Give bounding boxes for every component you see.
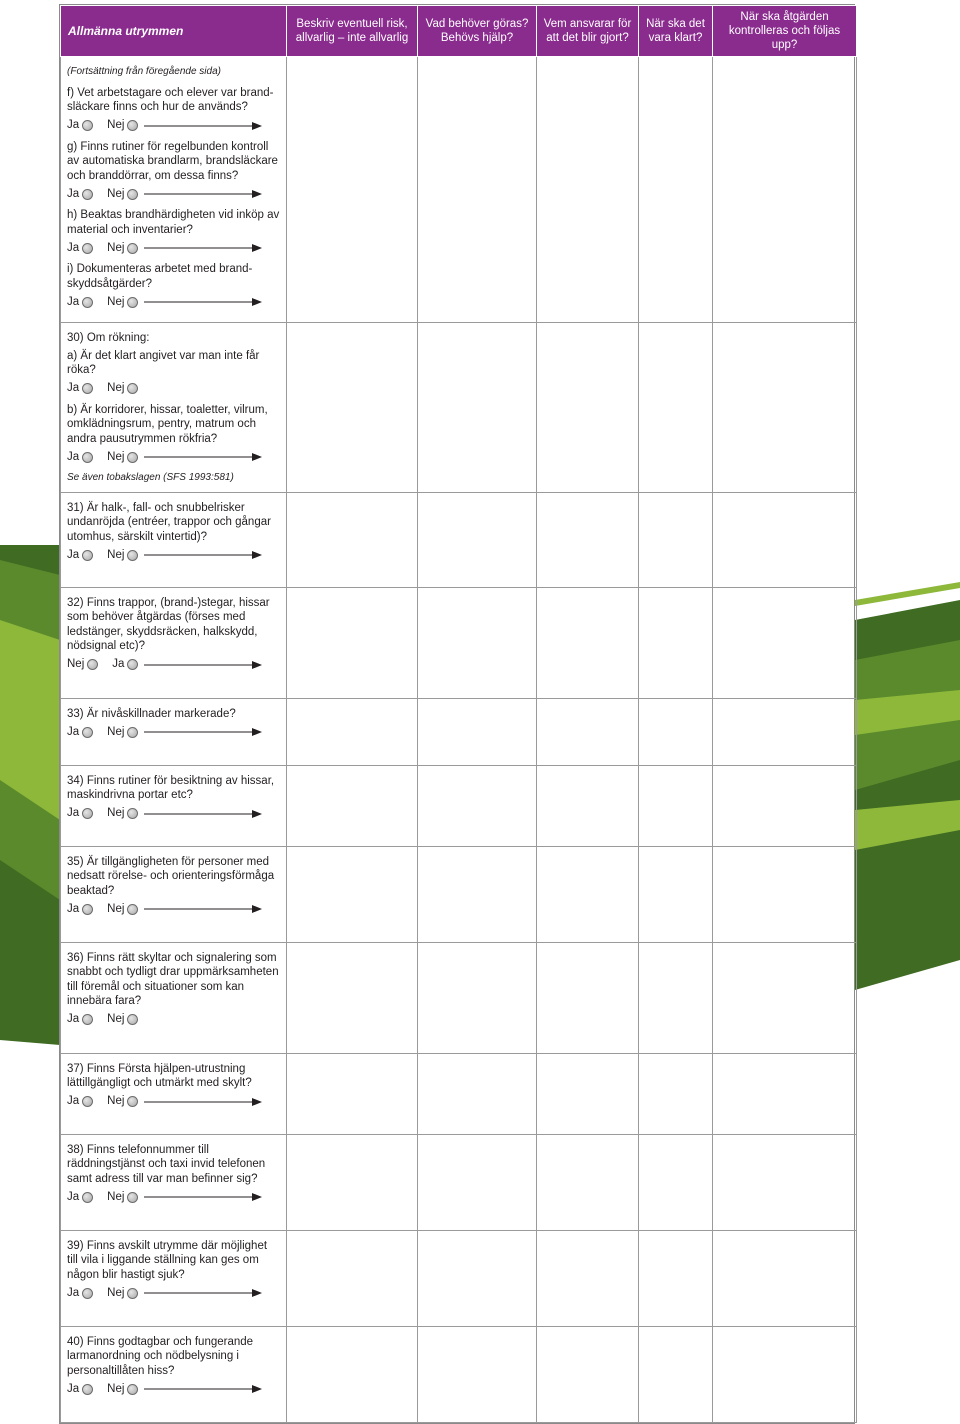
deadline-cell[interactable] xyxy=(639,1326,713,1422)
responsible-cell[interactable] xyxy=(537,846,639,942)
risk-cell[interactable] xyxy=(287,698,418,765)
arrow-right-icon xyxy=(144,1289,262,1297)
no-radio[interactable] xyxy=(127,120,138,131)
yes-label: Ja xyxy=(67,1190,80,1203)
responsible-cell[interactable] xyxy=(537,587,639,698)
question-text: b) Är korridorer, hissar, toaletter, vilrum, omklädningsrum, pentry, matrum och andra pausutrymmen rökfria? xyxy=(67,403,268,445)
no-label: Nej xyxy=(107,187,125,200)
responsible-cell[interactable] xyxy=(537,942,639,1053)
followup-cell[interactable] xyxy=(713,1326,857,1422)
arrow-right-icon xyxy=(144,661,262,669)
question-text: 40) Finns godtagbar och fungerande larmanordning och nödbelysning i personaltillåten hiss? xyxy=(67,1335,254,1377)
table-row xyxy=(61,698,857,765)
table-row xyxy=(61,1053,857,1134)
risk-cell[interactable] xyxy=(287,57,418,323)
arrow-right-icon xyxy=(144,298,262,306)
yes-radio[interactable] xyxy=(82,383,93,394)
responsible-cell[interactable] xyxy=(537,57,639,323)
arrow-right-icon xyxy=(144,244,262,252)
table-row xyxy=(61,846,857,942)
question-text: 34) Finns rutiner för besiktning av hissar, maskindrivna portar etc? xyxy=(67,774,275,801)
no-label: Nej xyxy=(107,119,125,132)
followup-cell[interactable] xyxy=(713,492,857,587)
deadline-cell[interactable] xyxy=(639,1230,713,1326)
question-text: 35) Är tillgängligheten för personer med nedsatt rörelse- och orienteringsförmåga beaktad? xyxy=(67,855,275,897)
followup-cell[interactable] xyxy=(713,846,857,942)
table-row xyxy=(61,587,857,698)
responsible-cell[interactable] xyxy=(537,323,639,493)
no-label: Nej xyxy=(107,807,125,820)
arrow-right-icon xyxy=(144,1385,262,1393)
question-cell xyxy=(61,587,287,698)
yes-label: Ja xyxy=(67,807,80,820)
no-radio[interactable] xyxy=(127,550,138,561)
no-radio[interactable] xyxy=(127,1384,138,1395)
yes-radio[interactable] xyxy=(82,904,93,915)
question-text: 32) Finns trappor, (brand-)stegar, hissar som behöver åtgärdas (förses med ledstänger, skyddsräcken, halkskydd, nödsignal etc)? xyxy=(67,596,270,652)
arrow-right-icon xyxy=(144,1193,262,1201)
risk-cell[interactable] xyxy=(287,492,418,587)
answer-row xyxy=(67,1012,280,1028)
law-reference-note: Se även tobakslagen (SFS 1993:581) xyxy=(67,472,234,483)
question-cell xyxy=(61,846,287,942)
no-label: Nej xyxy=(107,1382,125,1395)
action-cell[interactable] xyxy=(418,1134,537,1230)
deadline-cell[interactable] xyxy=(639,1134,713,1230)
yes-radio[interactable] xyxy=(82,452,93,463)
question-text: i) Dokumenteras arbetet med brandskyddsåtgärder? xyxy=(67,263,253,290)
question-cell xyxy=(61,1053,287,1134)
deadline-cell[interactable] xyxy=(639,323,713,493)
no-label: Nej xyxy=(107,548,125,561)
followup-cell[interactable] xyxy=(713,1230,857,1326)
arrow-right-icon xyxy=(144,122,262,130)
responsible-cell[interactable] xyxy=(537,1326,639,1422)
risk-cell[interactable] xyxy=(287,1134,418,1230)
risk-cell[interactable] xyxy=(287,587,418,698)
header-action: Vad behöver göras? Behövs hjälp? xyxy=(418,6,537,57)
yes-label: Ja xyxy=(67,187,80,200)
arrow-right-icon xyxy=(144,453,262,461)
question-cell xyxy=(61,942,287,1053)
action-cell[interactable] xyxy=(418,1230,537,1326)
answer-row xyxy=(67,381,280,397)
yes-radio[interactable] xyxy=(82,1192,93,1203)
yes-radio[interactable] xyxy=(82,1014,93,1025)
no-radio[interactable] xyxy=(127,808,138,819)
deadline-cell[interactable] xyxy=(639,942,713,1053)
question-cell xyxy=(61,698,287,765)
followup-cell[interactable] xyxy=(713,1134,857,1230)
header-followup: När ska åtgärden kontrolleras och följas upp? xyxy=(713,6,857,57)
table-row xyxy=(61,942,857,1053)
table-row xyxy=(61,57,857,323)
action-cell[interactable] xyxy=(418,846,537,942)
no-radio[interactable] xyxy=(127,189,138,200)
yes-label: Ja xyxy=(67,1382,80,1395)
yes-label: Ja xyxy=(67,1095,80,1108)
deadline-cell[interactable] xyxy=(639,492,713,587)
action-cell[interactable] xyxy=(418,492,537,587)
header-deadline: När ska det vara klart? xyxy=(639,6,713,57)
table-row xyxy=(61,1134,857,1230)
no-radio[interactable] xyxy=(127,1288,138,1299)
yes-radio[interactable] xyxy=(82,550,93,561)
no-label: Nej xyxy=(107,382,125,395)
no-radio[interactable] xyxy=(127,904,138,915)
question-cell xyxy=(61,765,287,846)
question-title: 30) Om rökning: xyxy=(67,332,150,344)
followup-cell[interactable] xyxy=(713,1053,857,1134)
answer-row xyxy=(67,1189,280,1205)
table-row xyxy=(61,323,857,493)
risk-cell[interactable] xyxy=(287,1230,418,1326)
no-radio[interactable] xyxy=(127,452,138,463)
question-text: h) Beaktas brandhärdigheten vid inköp av material och inventarier? xyxy=(67,209,280,236)
no-label: Nej xyxy=(107,1013,125,1026)
yes-radio[interactable] xyxy=(127,659,138,670)
table-row xyxy=(61,765,857,846)
arrow-right-icon xyxy=(144,1098,262,1106)
yes-radio[interactable] xyxy=(82,189,93,200)
question-text: g) Finns rutiner för regelbunden kontroll av automatiska brandlarm, brandsläckare och branddörrar, om dessa finns? xyxy=(67,140,278,182)
no-radio[interactable] xyxy=(127,383,138,394)
checklist-form xyxy=(59,4,855,1424)
question-cell xyxy=(61,1230,287,1326)
answer-row xyxy=(67,901,280,917)
question-text: 38) Finns telefonnummer till räddningstjänst och taxi invid telefonen samt adress till var man befinner sig? xyxy=(67,1143,266,1185)
no-label: Nej xyxy=(107,902,125,915)
yes-radio[interactable] xyxy=(82,120,93,131)
yes-label: Ja xyxy=(67,119,80,132)
followup-cell[interactable] xyxy=(713,57,857,323)
yes-label: Ja xyxy=(67,450,80,463)
answer-row xyxy=(67,1381,280,1397)
risk-cell[interactable] xyxy=(287,1326,418,1422)
action-cell[interactable] xyxy=(418,698,537,765)
no-label: Nej xyxy=(107,1095,125,1108)
question-cell xyxy=(61,1326,287,1422)
deadline-cell[interactable] xyxy=(639,57,713,323)
responsible-cell[interactable] xyxy=(537,698,639,765)
action-cell[interactable] xyxy=(418,1053,537,1134)
answer-row xyxy=(67,1094,280,1110)
yes-label: Ja xyxy=(67,295,80,308)
deadline-cell[interactable] xyxy=(639,1053,713,1134)
arrow-right-icon xyxy=(144,551,262,559)
header-risk: Beskriv eventuell risk, allvarlig – inte allvarlig xyxy=(287,6,418,57)
yes-label: Ja xyxy=(67,382,80,395)
table-row xyxy=(61,492,857,587)
question-cell xyxy=(61,323,287,493)
question-text: a) Är det klart angivet var man inte får röka? xyxy=(67,349,260,376)
no-label: Nej xyxy=(67,658,85,671)
answer-row xyxy=(67,1285,280,1301)
answer-row xyxy=(67,724,280,740)
arrow-right-icon xyxy=(144,905,262,913)
question-text: 36) Finns rätt skyltar och signalering som snabbt och tydligt drar uppmärksamheten till föremål och situationer som kan innebära fara? xyxy=(67,951,279,1007)
deadline-cell[interactable] xyxy=(639,587,713,698)
no-label: Nej xyxy=(107,1286,125,1299)
question-text: 33) Är nivåskillnader markerade? xyxy=(67,707,236,720)
risk-cell[interactable] xyxy=(287,323,418,493)
answer-row xyxy=(67,449,280,465)
yes-label: Ja xyxy=(67,548,80,561)
no-radio[interactable] xyxy=(127,1192,138,1203)
followup-cell[interactable] xyxy=(713,698,857,765)
responsible-cell[interactable] xyxy=(537,1053,639,1134)
no-label: Nej xyxy=(107,725,125,738)
yes-radio[interactable] xyxy=(82,297,93,308)
no-label: Nej xyxy=(107,450,125,463)
question-cell xyxy=(61,57,287,323)
action-cell[interactable] xyxy=(418,587,537,698)
no-label: Nej xyxy=(107,241,125,254)
deadline-cell[interactable] xyxy=(639,846,713,942)
no-radio[interactable] xyxy=(127,727,138,738)
yes-radio[interactable] xyxy=(82,1288,93,1299)
header-row xyxy=(61,6,857,57)
question-cell xyxy=(61,492,287,587)
question-text: f) Vet arbetstagare och elever var brandsläckare finns och hur de används? xyxy=(67,86,274,113)
header-responsible: Vem ansvarar för att det blir gjort? xyxy=(537,6,639,57)
followup-cell[interactable] xyxy=(713,587,857,698)
no-radio[interactable] xyxy=(127,297,138,308)
action-cell[interactable] xyxy=(418,323,537,493)
action-cell[interactable] xyxy=(418,57,537,323)
yes-label: Ja xyxy=(67,902,80,915)
action-cell[interactable] xyxy=(418,765,537,846)
responsible-cell[interactable] xyxy=(537,1230,639,1326)
responsible-cell[interactable] xyxy=(537,1134,639,1230)
responsible-cell[interactable] xyxy=(537,492,639,587)
risk-cell[interactable] xyxy=(287,1053,418,1134)
followup-cell[interactable] xyxy=(713,942,857,1053)
no-radio[interactable] xyxy=(87,659,98,670)
question-text: 37) Finns Första hjälpen-utrustning lättillgängligt och utmärkt med skylt? xyxy=(67,1062,252,1089)
no-radio[interactable] xyxy=(127,243,138,254)
no-label: Nej xyxy=(107,1190,125,1203)
header-general-areas: Allmänna utrymmen xyxy=(61,6,287,57)
followup-cell[interactable] xyxy=(713,323,857,493)
question-cell xyxy=(61,1134,287,1230)
table-row xyxy=(61,1326,857,1422)
action-cell[interactable] xyxy=(418,942,537,1053)
yes-label: Ja xyxy=(67,1286,80,1299)
no-radio[interactable] xyxy=(127,1096,138,1107)
no-radio[interactable] xyxy=(127,1014,138,1025)
question-text: 31) Är halk-, fall- och snubbelrisker undanröjda (entréer, trappor och gångar utomhus, särskilt vintertid)? xyxy=(67,501,271,543)
answer-row xyxy=(67,186,280,202)
arrow-right-icon xyxy=(144,810,262,818)
table-row xyxy=(61,1230,857,1326)
answer-row xyxy=(67,547,280,563)
risk-cell[interactable] xyxy=(287,765,418,846)
answer-row xyxy=(67,118,280,134)
answer-row xyxy=(67,657,280,673)
yes-radio[interactable] xyxy=(82,727,93,738)
action-cell[interactable] xyxy=(418,1326,537,1422)
yes-label: Ja xyxy=(67,241,80,254)
yes-radio[interactable] xyxy=(82,243,93,254)
yes-radio[interactable] xyxy=(82,808,93,819)
answer-row xyxy=(67,294,280,310)
responsible-cell[interactable] xyxy=(537,765,639,846)
yes-radio[interactable] xyxy=(82,1096,93,1107)
deadline-cell[interactable] xyxy=(639,698,713,765)
yes-label: Ja xyxy=(67,725,80,738)
answer-row xyxy=(67,240,280,256)
no-label: Nej xyxy=(107,295,125,308)
risk-cell[interactable] xyxy=(287,846,418,942)
deadline-cell[interactable] xyxy=(639,765,713,846)
yes-radio[interactable] xyxy=(82,1384,93,1395)
followup-cell[interactable] xyxy=(713,765,857,846)
yes-label: Ja xyxy=(112,658,125,671)
checklist-table xyxy=(60,5,857,1423)
answer-row xyxy=(67,806,280,822)
question-text: 39) Finns avskilt utrymme där möjlighet till vila i liggande ställning kan ges om någon blir hastigt sjuk? xyxy=(67,1239,268,1281)
arrow-right-icon xyxy=(144,728,262,736)
arrow-right-icon xyxy=(144,190,262,198)
yes-label: Ja xyxy=(67,1013,80,1026)
continuation-note: (Fortsättning från föregående sida) xyxy=(67,66,221,77)
risk-cell[interactable] xyxy=(287,942,418,1053)
